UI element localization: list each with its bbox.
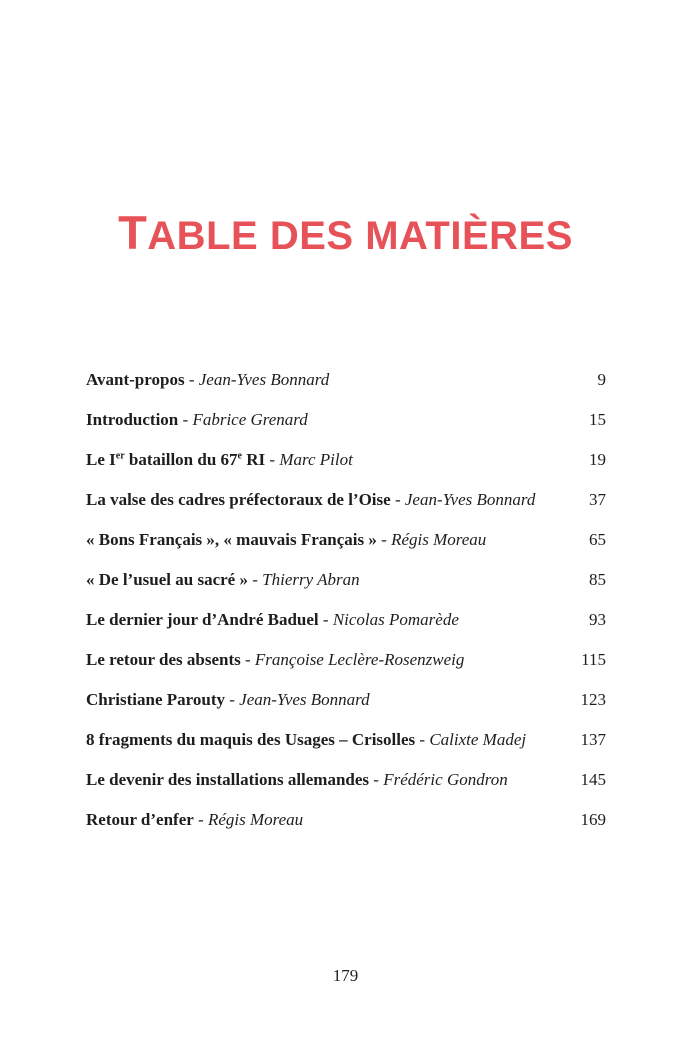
toc-entry-title: La valse des cadres préfectoraux de l’Oise — [86, 490, 391, 509]
toc-entry-title: « Bons Français », « mauvais Français » — [86, 530, 377, 549]
toc-entry — [86, 360, 606, 400]
toc-entry-title: Le dernier jour d’André Baduel — [86, 610, 319, 629]
toc-entry-author: Jean-Yves Bonnard — [198, 370, 330, 389]
toc-entry-title — [86, 450, 265, 469]
toc-entry-page: 37 — [589, 490, 606, 509]
toc-entry-text — [86, 410, 566, 430]
toc-entry-author: Frédéric Gondron — [383, 770, 508, 789]
toc-entry-separator: - — [415, 730, 430, 749]
toc-entry — [86, 760, 606, 800]
toc-entry-text — [86, 570, 566, 590]
toc-entry-separator: - — [318, 610, 333, 629]
toc-entry-separator: - — [390, 490, 405, 509]
toc-entry-title: Avant-propos — [86, 370, 185, 389]
page-number: 179 — [332, 966, 359, 985]
toc-entry-text — [86, 690, 566, 710]
toc-entry — [86, 640, 606, 680]
toc-entry-page: 123 — [580, 690, 606, 709]
toc-entry-page: 9 — [597, 370, 606, 389]
toc-entry-title: Introduction — [86, 410, 179, 429]
page-title — [0, 205, 691, 264]
toc-entry-page: 93 — [589, 610, 606, 629]
toc-entry-text — [86, 730, 566, 750]
toc-entry-text — [86, 450, 566, 470]
toc-entry-page: 137 — [580, 730, 606, 749]
toc-entry-author: Thierry Abran — [262, 570, 360, 589]
title-word-1-rest: ABLE — [147, 213, 259, 258]
toc-entry-separator: - — [369, 770, 384, 789]
toc-entry-page: 65 — [589, 530, 606, 549]
toc-entry-separator: - — [376, 530, 392, 549]
toc-entry — [86, 560, 606, 600]
toc-entry-title: Christiane Parouty — [86, 690, 225, 709]
toc-entry — [86, 680, 606, 720]
toc-entry-text — [86, 650, 566, 670]
title-initial: T — [118, 205, 148, 259]
toc-title-part: bataillon du 67 — [124, 450, 238, 469]
title-word-3: MATIÈRES — [365, 213, 573, 258]
toc-title-part: RI — [242, 450, 266, 469]
table-of-contents — [86, 360, 606, 840]
toc-entry-author: Françoise Leclère-Rosenzweig — [254, 650, 465, 669]
toc-title-part: Le I — [86, 450, 116, 469]
toc-entry-author: Calixte Madej — [429, 730, 527, 749]
toc-entry-author: Marc Pilot — [279, 450, 353, 469]
title-word-2: DES — [269, 213, 354, 258]
toc-entry-title: Le devenir des installations allemandes — [86, 770, 370, 789]
toc-entry-separator: - — [193, 810, 208, 829]
toc-entry-separator: - — [265, 450, 280, 469]
toc-entry-text — [86, 490, 566, 510]
toc-entry — [86, 600, 606, 640]
toc-title-superscript: er — [115, 450, 125, 462]
toc-entry — [86, 440, 606, 480]
toc-entry-author: Régis Moreau — [207, 810, 304, 829]
toc-entry-author: Régis Moreau — [391, 530, 487, 549]
toc-entry-separator: - — [178, 410, 193, 429]
toc-entry — [86, 520, 606, 560]
toc-entry-author: Nicolas Pomarède — [332, 610, 459, 629]
toc-entry — [86, 720, 606, 760]
toc-entry-title: 8 fragments du maquis des Usages – Crisolles — [86, 730, 416, 749]
toc-entry-page: 85 — [589, 570, 606, 589]
toc-title-superscript: e — [237, 450, 242, 462]
toc-entry-text — [86, 810, 566, 830]
toc-entry-text — [86, 770, 566, 790]
toc-entry-page: 19 — [589, 450, 606, 469]
toc-entry-text — [86, 370, 566, 390]
toc-entry-page: 15 — [589, 410, 606, 429]
toc-entry-separator: - — [240, 650, 255, 669]
toc-entry-separator: - — [225, 690, 240, 709]
toc-entry-author: Jean-Yves Bonnard — [239, 690, 370, 709]
toc-entry-page: 115 — [581, 650, 606, 669]
toc-entry-separator: - — [247, 570, 263, 589]
toc-entry-text — [86, 530, 566, 550]
toc-entry-page: 169 — [580, 810, 606, 829]
toc-entry-author: Fabrice Grenard — [192, 410, 308, 429]
toc-entry-title: Retour d’enfer — [86, 810, 194, 829]
toc-entry-title: « De l’usuel au sacré » — [86, 570, 248, 589]
toc-entry-separator: - — [184, 370, 199, 389]
toc-entry — [86, 800, 606, 840]
toc-entry-text — [86, 610, 566, 630]
toc-entry-author: Jean-Yves Bonnard — [404, 490, 536, 509]
toc-entry — [86, 400, 606, 440]
toc-entry-title: Le retour des absents — [86, 650, 241, 669]
toc-entry-page: 145 — [580, 770, 606, 789]
toc-entry — [86, 480, 606, 520]
